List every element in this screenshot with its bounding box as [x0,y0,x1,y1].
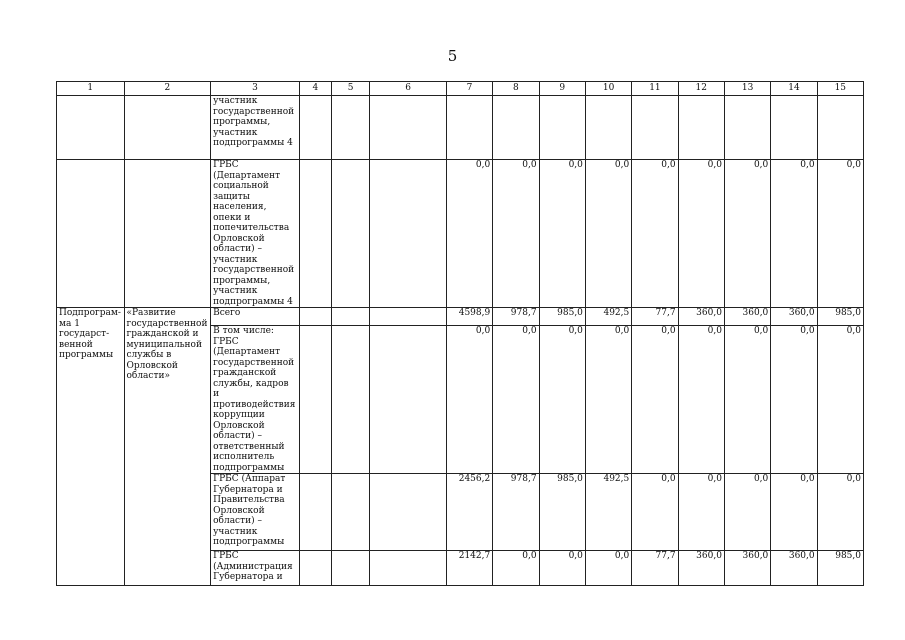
value-cell: 0,0 [493,551,539,586]
empty-cell [332,308,370,326]
empty-cell [370,474,447,551]
value-cell: 360,0 [724,551,770,586]
value-cell: 0,0 [678,326,724,474]
value-cell: 0,0 [493,326,539,474]
value-cell [678,96,724,160]
value-cell: 0,0 [585,326,631,474]
value-cell: 0,0 [817,326,863,474]
value-cell: 0,0 [724,474,770,551]
value-cell: 360,0 [771,308,817,326]
column-header: 2 [124,82,211,96]
value-cell: 492,5 [585,474,631,551]
value-cell: 985,0 [539,308,585,326]
value-cell: 2142,7 [446,551,492,586]
value-cell: 978,7 [493,308,539,326]
empty-cell [370,160,447,308]
value-cell: 0,0 [446,160,492,308]
value-cell: 0,0 [724,160,770,308]
column-header: 10 [585,82,631,96]
column-header: 3 [211,82,300,96]
value-cell [771,96,817,160]
executor-cell: участник государственной программы, участник подпрограммы 4 [211,96,300,160]
value-cell [585,96,631,160]
value-cell: 77,7 [632,551,678,586]
empty-cell [370,308,447,326]
value-cell: 0,0 [632,160,678,308]
table-row [57,96,864,160]
column-header: 5 [332,82,370,96]
value-cell: 0,0 [493,160,539,308]
title-cell [124,96,211,160]
value-cell: 0,0 [771,474,817,551]
empty-cell [332,551,370,586]
executor-cell: Всего [211,308,300,326]
empty-cell [332,160,370,308]
program-table [56,81,864,586]
column-header: 9 [539,82,585,96]
executor-cell: В том числе: ГРБС (Департамент государственной гражданской службы, кадров и противодействия коррупции Орловской области) – ответственный исполнитель подпрограммы [211,326,300,474]
column-header: 14 [771,82,817,96]
empty-cell [299,308,331,326]
table-row [57,308,864,326]
value-cell: 0,0 [585,551,631,586]
executor-cell: ГРБС (Департамент социальной защиты населения, опеки и попечительства Орловской области) – участник государственной программы, участник подпрограммы 4 [211,160,300,308]
column-header: 11 [632,82,678,96]
value-cell: 0,0 [678,474,724,551]
empty-cell [370,551,447,586]
value-cell: 0,0 [539,160,585,308]
value-cell: 0,0 [632,326,678,474]
value-cell: 985,0 [539,474,585,551]
executor-cell: ГРБС (Администрация Губернатора и [211,551,300,586]
value-cell: 0,0 [771,160,817,308]
subprogram-cell: Подпрограм-ма 1 государст-венной программы [57,308,125,586]
column-header: 1 [57,82,125,96]
empty-cell [332,96,370,160]
empty-cell [332,474,370,551]
empty-cell [299,474,331,551]
value-cell: 0,0 [678,160,724,308]
value-cell: 4598,9 [446,308,492,326]
value-cell: 0,0 [771,326,817,474]
column-header: 7 [446,82,492,96]
value-cell: 0,0 [585,160,631,308]
column-header: 13 [724,82,770,96]
title-cell [124,160,211,308]
column-header: 12 [678,82,724,96]
value-cell: 360,0 [678,551,724,586]
empty-cell [299,551,331,586]
value-cell: 978,7 [493,474,539,551]
empty-cell [299,326,331,474]
value-cell: 985,0 [817,308,863,326]
value-cell: 0,0 [724,326,770,474]
subprogram-title-cell: «Развитие государственной гражданской и муниципальной службы в Орловской области» [124,308,211,586]
value-cell: 0,0 [817,474,863,551]
value-cell: 0,0 [539,551,585,586]
value-cell: 985,0 [817,551,863,586]
value-cell: 0,0 [632,474,678,551]
program-cell [57,96,125,160]
program-cell [57,160,125,308]
value-cell: 360,0 [678,308,724,326]
value-cell [493,96,539,160]
value-cell: 0,0 [539,326,585,474]
value-cell: 2456,2 [446,474,492,551]
value-cell [446,96,492,160]
value-cell [632,96,678,160]
value-cell: 492,5 [585,308,631,326]
column-header: 4 [299,82,331,96]
value-cell: 360,0 [771,551,817,586]
value-cell: 77,7 [632,308,678,326]
page-number: 5 [447,47,458,65]
value-cell: 0,0 [817,160,863,308]
column-header: 6 [370,82,447,96]
column-header: 8 [493,82,539,96]
column-number-row [57,82,864,96]
empty-cell [332,326,370,474]
value-cell [724,96,770,160]
executor-cell: ГРБС (Аппарат Губернатора и Правительства Орловской области) – участник подпрограммы [211,474,300,551]
column-header: 15 [817,82,863,96]
value-cell [817,96,863,160]
value-cell [539,96,585,160]
value-cell: 360,0 [724,308,770,326]
value-cell: 0,0 [446,326,492,474]
empty-cell [299,96,331,160]
empty-cell [370,326,447,474]
empty-cell [370,96,447,160]
empty-cell [299,160,331,308]
table-row [57,160,864,308]
